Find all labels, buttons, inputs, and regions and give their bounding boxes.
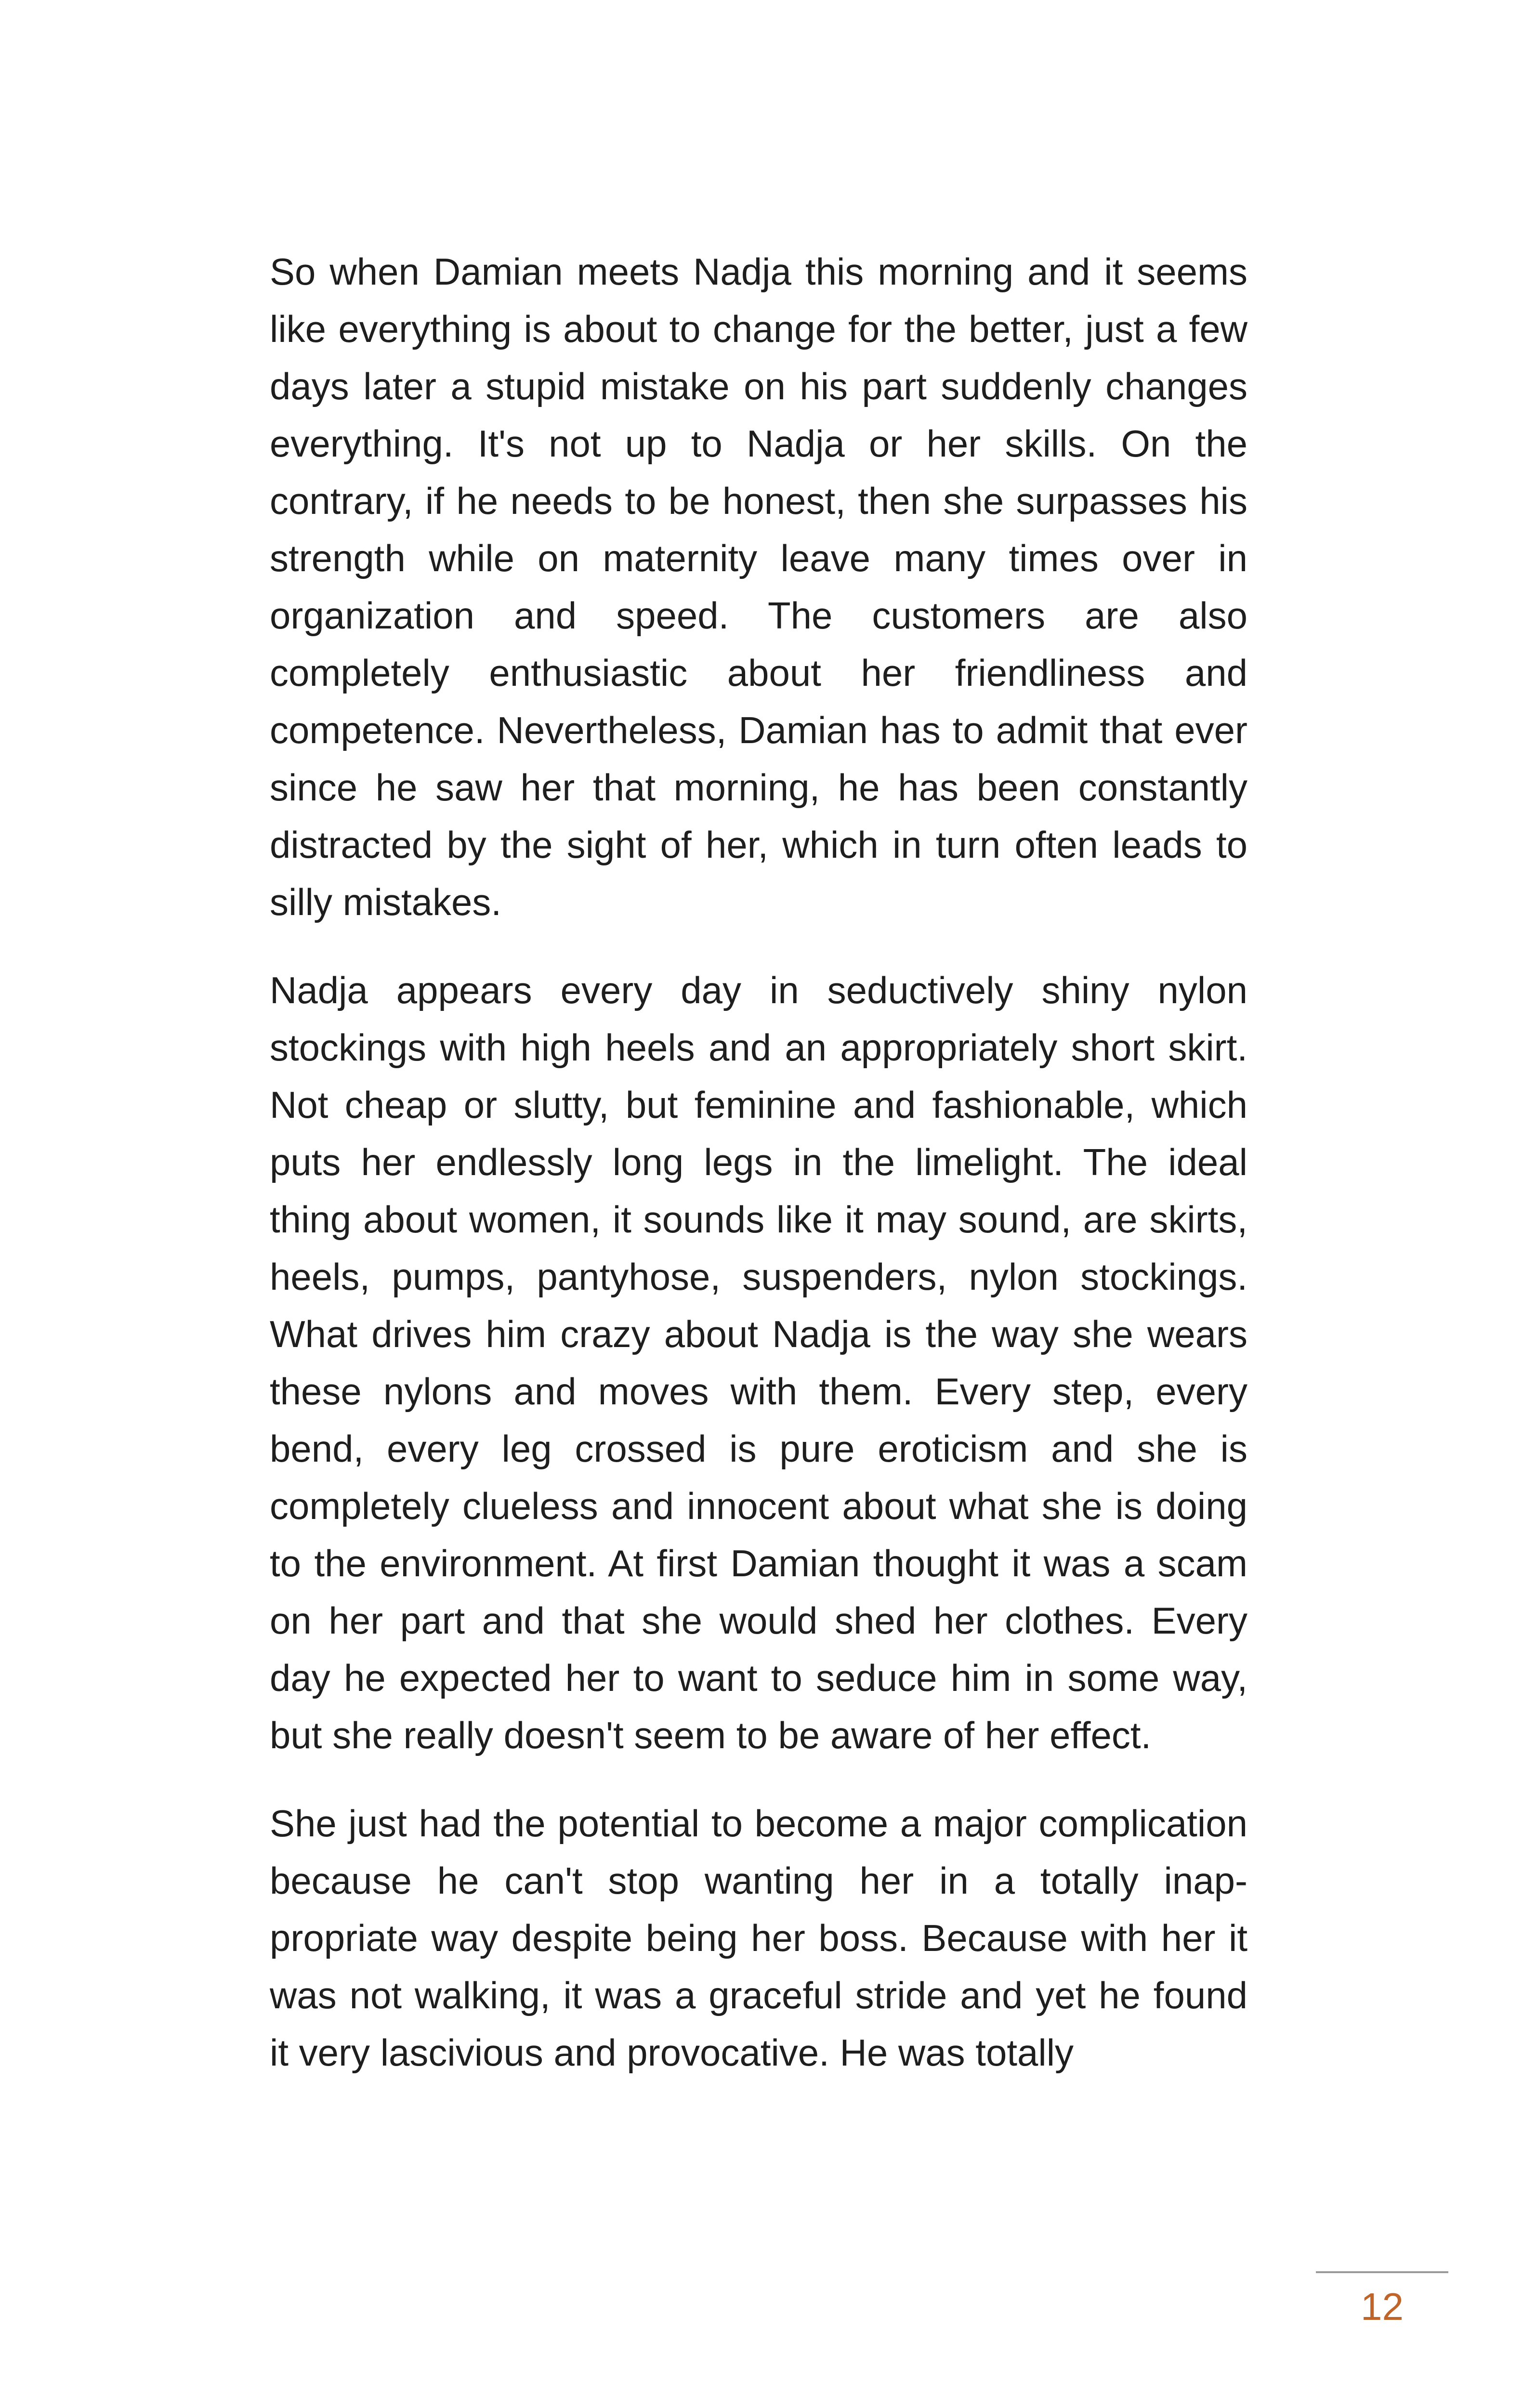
paragraph-3: She just had the potential to become a major complication because he can't stop wanting her in a totally inappropriate way despite being her boss. Because with her it was not walking, it was a graceful stride and yet he found it very lascivious and provocative. He was totally (270, 1802, 1247, 2074)
page-number: 12 (1361, 2285, 1404, 2328)
page-body (270, 243, 1247, 2112)
paragraph-1: So when Damian meets Nadja this morning and it seems like everything is about to change for the better, just a few days later a stupid mistake on his part suddenly changes everything. It's not up to Nadja or her skills. On the contrary, if he needs to be honest, then she surpasses his strength while on maternity leave many times over in organization and speed. The customers are also completely enthusiastic about her friendliness and competence. Nevertheless, Damian has to admit that ever since he saw her that morning, he has been constantly distracted by the sight of her, which in turn often leads to silly mistakes. (270, 250, 1247, 923)
footer-rule (1316, 2271, 1448, 2273)
paragraph-2: Nadja appears every day in seductively shiny nylon stockings with high heels and an appropriately short skirt. Not cheap or slutty, but feminine and fashionable, which puts her endlessly long legs in the limelight. The ideal thing about women, it sounds like it may sound, are skirts, heels, pumps, pantyhose, suspenders, nylon stockings. What drives him crazy about Nadja is the way she wears these nylons and moves with them. Every step, every bend, every leg crossed is pure eroticism and she is completely clueless and innocent about what she is doing to the environment. At first Damian thought it was a scam on her part and that she would shed her clothes. Every day he expected her to want to seduce him in some way, but she really doesn't seem to be aware of her effect. (270, 969, 1247, 1756)
